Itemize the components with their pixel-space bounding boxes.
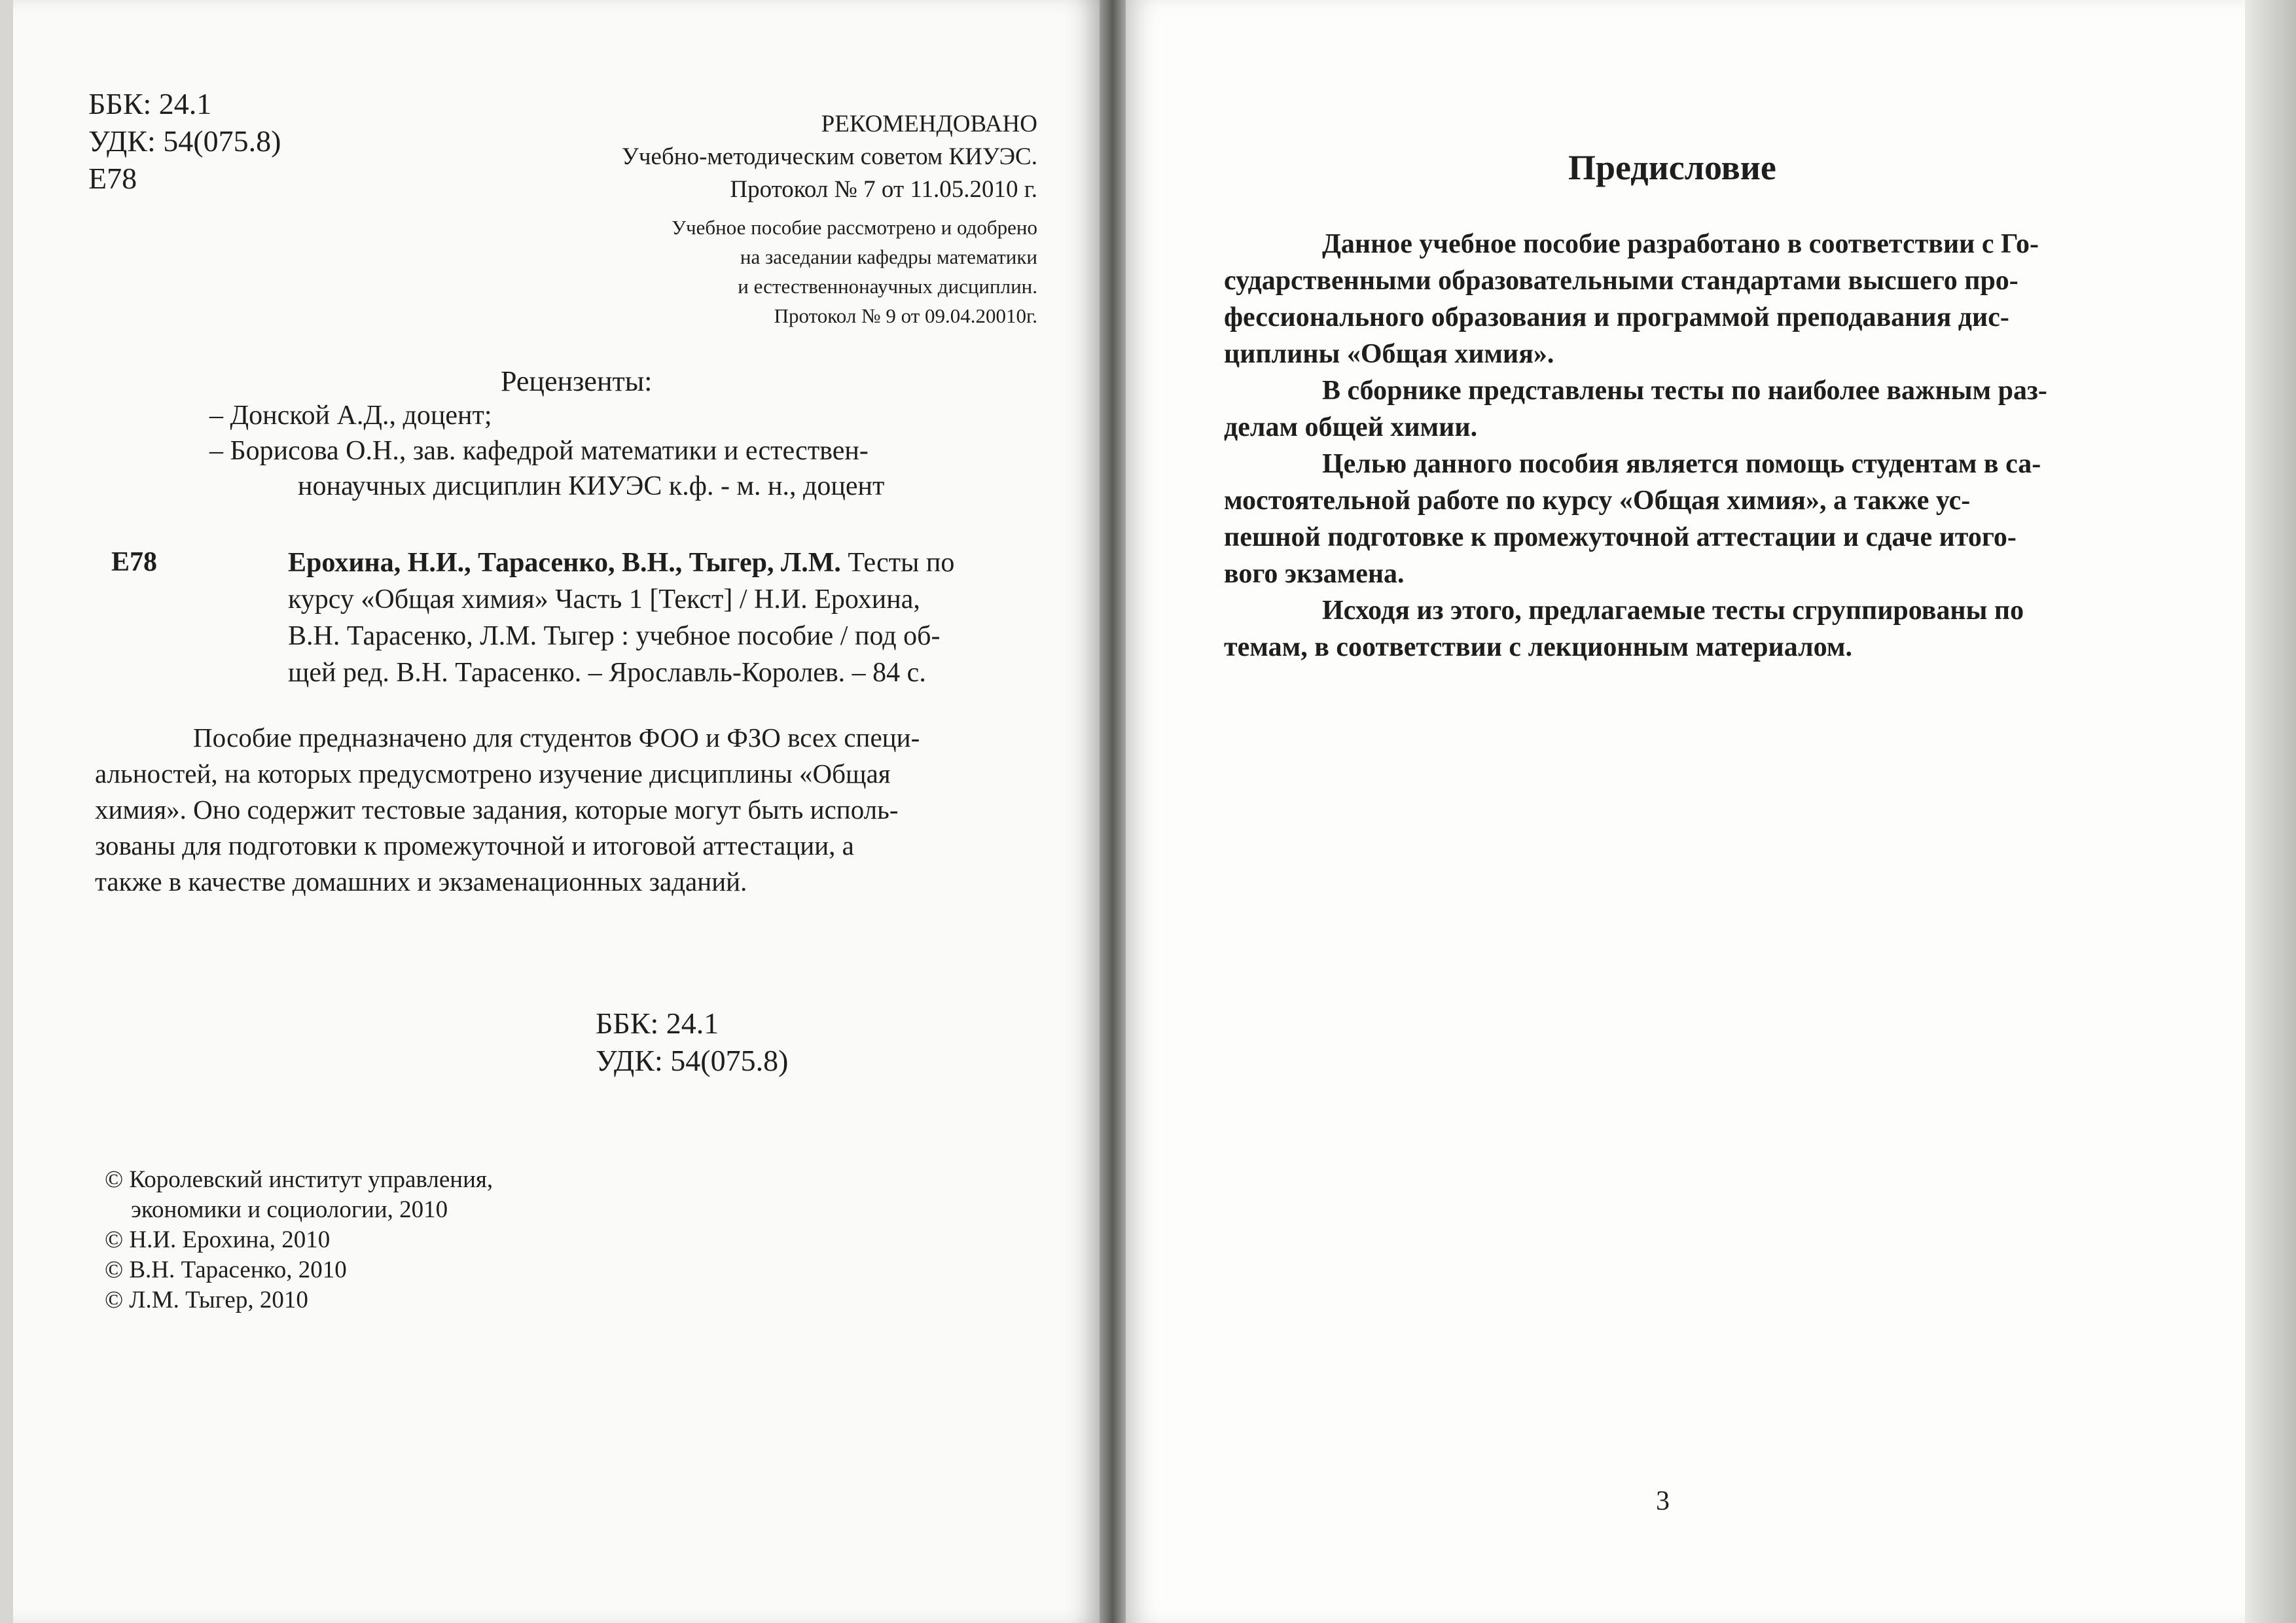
recommended-heading: РЕКОМЕНДОВАНО: [821, 111, 1037, 137]
approval-line: на заседании кафедры математики: [740, 245, 1037, 268]
right-page: [1126, 0, 2245, 1623]
udk-code: УДК: 54(075.8): [596, 1044, 789, 1077]
catalog-entry-title: Тесты по: [848, 548, 955, 578]
recommendation-block: [622, 108, 1037, 206]
book-gutter: [1100, 0, 1126, 1623]
approval-protocol: Протокол № 9 от 09.04.20010г.: [774, 304, 1037, 327]
reviewers-list: [209, 398, 884, 504]
copyright-line: © В.Н. Тарасенко, 2010: [105, 1257, 347, 1283]
copyright-line-continued: экономики и социологии, 2010: [131, 1196, 448, 1223]
reviewers-title: Рецензенты:: [501, 365, 653, 397]
preface-line: Целью данного пособия является помощь студентам в са-: [1322, 449, 2041, 479]
copyright-line: © Л.М. Тыгер, 2010: [105, 1287, 308, 1313]
reviewer-item-continued: нонаучных дисциплин КИУЭС к.ф. - м. н., доцент: [298, 471, 885, 501]
preface-line: сударственными образовательными стандартами высшего про-: [1224, 266, 2018, 296]
copyright-line: © Королевский институт управления,: [105, 1166, 493, 1193]
catalog-entry-code: Е78: [111, 547, 158, 577]
recommended-protocol: Протокол № 7 от 11.05.2010 г.: [730, 176, 1037, 203]
annotation: [95, 720, 920, 900]
preface-title: Предисловие: [1568, 148, 1776, 187]
preface-line: вого экзамена.: [1224, 559, 1405, 589]
catalog-entry: [288, 544, 954, 691]
approval-block: [672, 213, 1037, 330]
left-page: [13, 0, 1100, 1623]
page-number: 3: [1656, 1486, 1670, 1516]
preface-line: Исходя из этого, предлагаемые тесты сгруппированы по: [1322, 596, 2024, 626]
reviewer-item: – Донской А.Д., доцент;: [209, 401, 492, 431]
approval-line: Учебное пособие рассмотрено и одобрено: [672, 216, 1037, 239]
preface-line: делам общей химии.: [1224, 412, 1478, 442]
catalog-entry-line: В.Н. Тарасенко, Л.М. Тыгер : учебное пособие / под об-: [288, 621, 941, 651]
preface-line: мостоятельной работе по курсу «Общая химия», а также ус-: [1224, 486, 1971, 516]
preface-line: циплины «Общая химия».: [1224, 339, 1554, 369]
preface-body: [1224, 226, 2047, 666]
reviewer-item: – Борисова О.Н., зав. кафедрой математики и естествен-: [209, 436, 869, 466]
annotation-line: Пособие предназначено для студентов ФОО и ФЗО всех специ-: [193, 722, 920, 753]
annotation-line: химия». Оно содержит тестовые задания, которые могут быть исполь-: [95, 794, 899, 825]
recommended-by: Учебно-методическим советом КИУЭС.: [621, 143, 1037, 170]
bbk-code: ББК: 24.1: [596, 1007, 719, 1040]
approval-line: и естественнонаучных дисциплин.: [738, 275, 1037, 298]
preface-line: фессионального образования и программой преподавания дис-: [1224, 302, 2009, 332]
catalog-entry-line: [288, 544, 954, 581]
annotation-line: зованы для подготовки к промежуточной и итоговой аттестации, а: [95, 830, 854, 861]
bbk-code: ББК: 24.1: [88, 87, 212, 120]
annotation-line: альностей, на которых предусмотрено изучение дисциплины «Общая: [95, 758, 891, 789]
scan-edge: [2245, 0, 2296, 1623]
udk-code: УДК: 54(075.8): [88, 124, 281, 158]
library-codes-bottom: [596, 1005, 788, 1079]
library-codes: [88, 85, 281, 197]
copyright-line: © Н.И. Ерохина, 2010: [105, 1226, 331, 1253]
catalog-entry-line: щей ред. В.Н. Тарасенко. – Ярославль-Королев. – 84 с.: [288, 658, 926, 688]
preface-line: В сборнике представлены тесты по наиболее важным раз-: [1322, 376, 2047, 406]
copyright-block: [105, 1165, 493, 1315]
catalog-entry-authors: Ерохина, Н.И., Тарасенко, В.Н., Тыгер, Л.М.: [288, 548, 841, 578]
preface-line: темам, в соответствии с лекционным материалом.: [1224, 632, 1852, 662]
annotation-line: также в качестве домашних и экзаменационных заданий.: [95, 866, 747, 897]
author-mark: Е78: [88, 162, 137, 195]
catalog-entry-line: курсу «Общая химия» Часть 1 [Текст] / Н.И. Ерохина,: [288, 584, 920, 615]
preface-line: пешной подготовке к промежуточной аттестации и сдаче итого-: [1224, 522, 2017, 552]
preface-line: Данное учебное пособие разработано в соответствии с Го-: [1322, 229, 2039, 259]
